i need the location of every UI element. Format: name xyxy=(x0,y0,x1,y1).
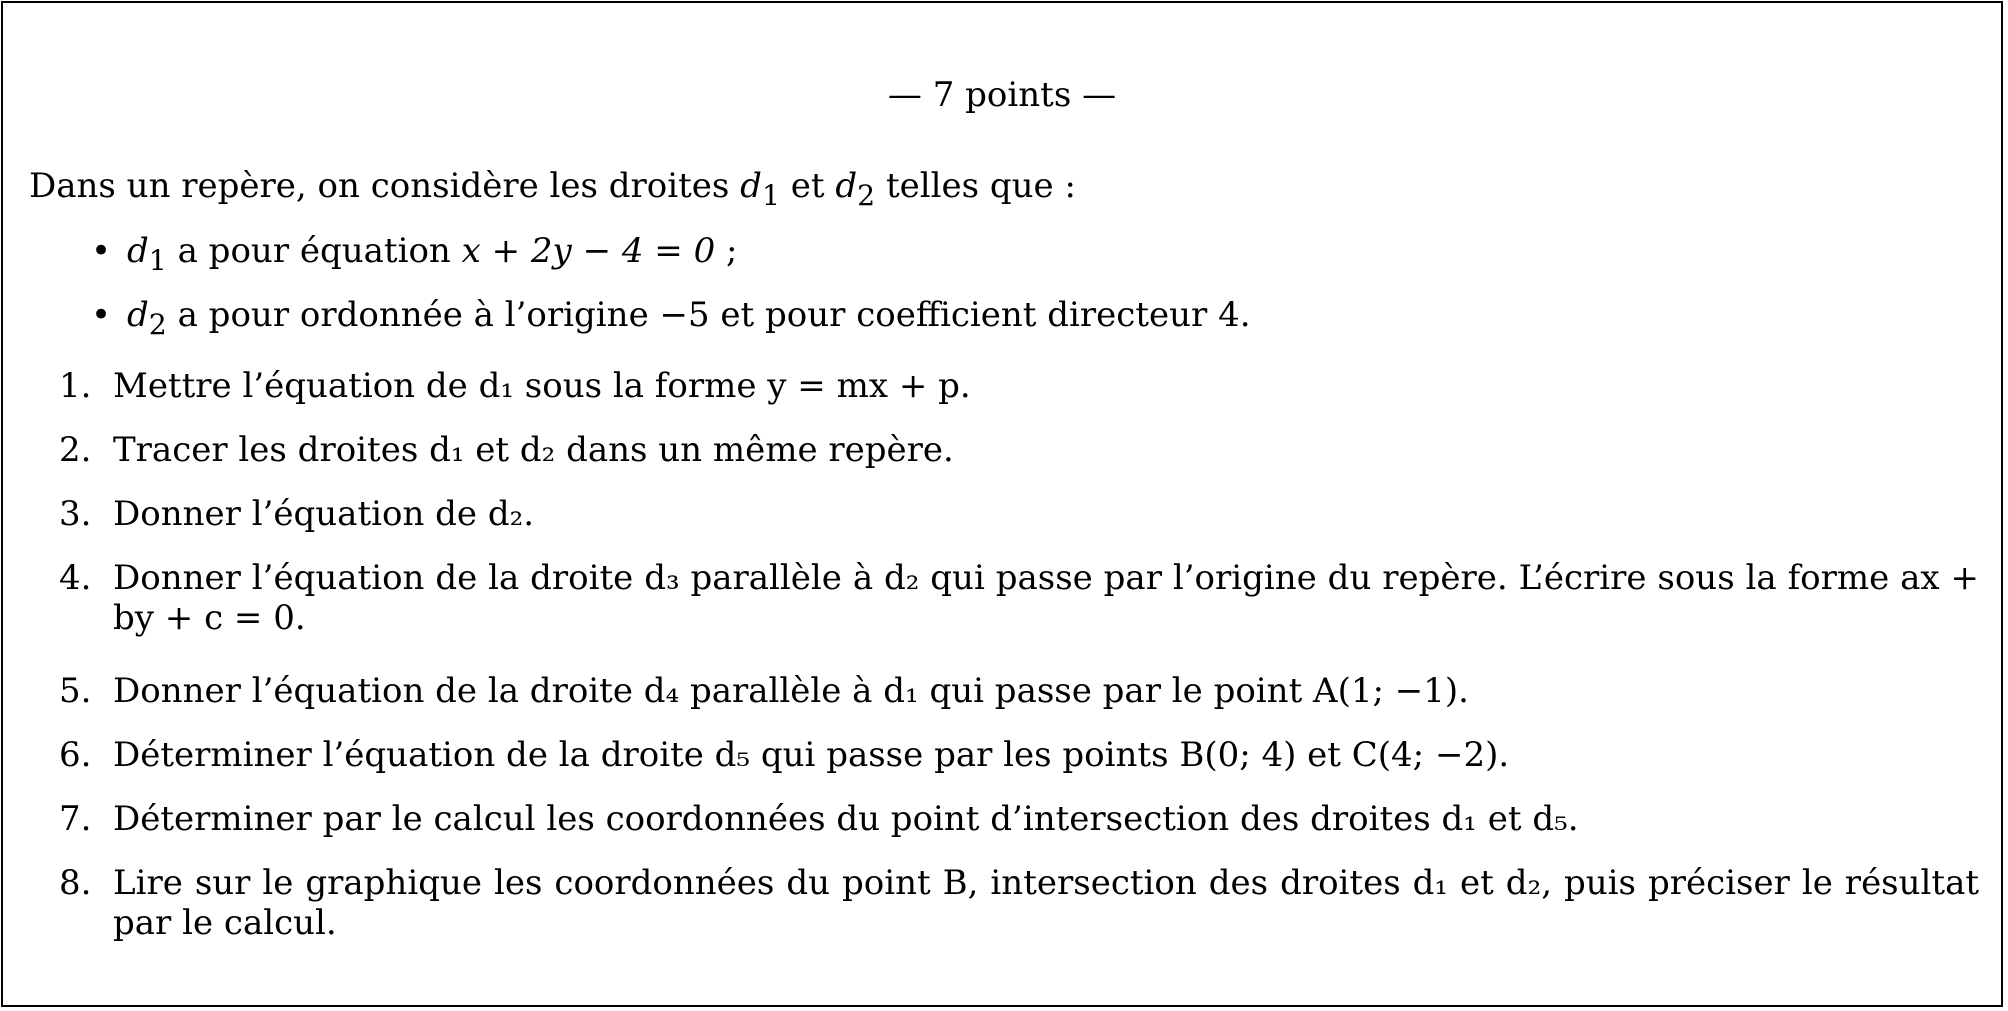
line-d1-label: d xyxy=(740,166,762,206)
question-text: Donner l’équation de la droite d₄ parallèle à d₁ qui passe par le point A(1; −1). xyxy=(113,671,1469,711)
question-text: Mettre l’équation de d₁ sous la forme y = mx + p. xyxy=(113,366,971,406)
question-text: Déterminer l’équation de la droite d₅ qui passe par les points B(0; 4) et C(4; −2). xyxy=(113,735,1510,775)
question-5 xyxy=(59,671,1979,711)
bullet-line-name: d xyxy=(127,231,149,271)
bullet-text: a pour ordonnée à l’origine −5 et pour coefficient directeur 4. xyxy=(166,295,1251,335)
bullet-line-name: d xyxy=(127,295,149,335)
bullet-marker: • xyxy=(91,295,112,335)
question-text: Lire sur le graphique les coordonnées du point B, intersection des droites d₁ et d₂, puis préciser le résultat par le calcul. xyxy=(113,863,1979,943)
line-d2-subscript: 2 xyxy=(857,178,876,212)
intro-text-before: Dans un repère, on considère les droites xyxy=(29,166,741,206)
exercise-document xyxy=(3,3,2001,1005)
line-d1-subscript: 1 xyxy=(761,178,780,212)
question-number: 4. xyxy=(59,558,92,598)
question-number: 8. xyxy=(59,863,92,903)
bullet-line-subscript: 2 xyxy=(148,307,167,341)
bullet-marker: • xyxy=(91,231,112,271)
question-number: 5. xyxy=(59,671,92,711)
bullet-line-subscript: 1 xyxy=(148,243,167,277)
question-7 xyxy=(59,799,1979,839)
bullet-text: a pour équation xyxy=(166,231,462,271)
question-number: 2. xyxy=(59,430,92,470)
bullet-text-end: ; xyxy=(715,231,738,271)
question-number: 1. xyxy=(59,366,92,406)
question-8 xyxy=(59,863,1979,943)
bullet-item-d1 xyxy=(91,231,738,281)
question-text: Tracer les droites d₁ et d₂ dans un même repère. xyxy=(113,430,954,470)
question-text: Donner l’équation de d₂. xyxy=(113,494,535,534)
bullet-equation: x + 2y − 4 = 0 xyxy=(461,231,716,271)
intro-line xyxy=(29,166,1076,216)
question-number: 3. xyxy=(59,494,92,534)
question-number: 7. xyxy=(59,799,92,839)
line-d2-label: d xyxy=(835,166,858,206)
intro-text-after: telles que : xyxy=(875,166,1076,206)
bullet-item-d2 xyxy=(91,295,1251,345)
question-2 xyxy=(59,430,1979,470)
question-text: Déterminer par le calcul les coordonnées du point d’intersection des droites d₁ et d₅. xyxy=(113,799,1579,839)
question-1 xyxy=(59,366,1979,406)
question-3 xyxy=(59,494,1979,534)
exercise-frame xyxy=(1,1,2003,1007)
intro-text-mid: et xyxy=(779,166,836,206)
question-number: 6. xyxy=(59,735,92,775)
question-4 xyxy=(59,558,1979,638)
points-header: — 7 points — xyxy=(887,75,1117,115)
question-text: Donner l’équation de la droite d₃ parallèle à d₂ qui passe par l’origine du repère. L’écrire sous la forme ax + by + c = 0. xyxy=(113,558,1979,638)
question-6 xyxy=(59,735,1979,775)
